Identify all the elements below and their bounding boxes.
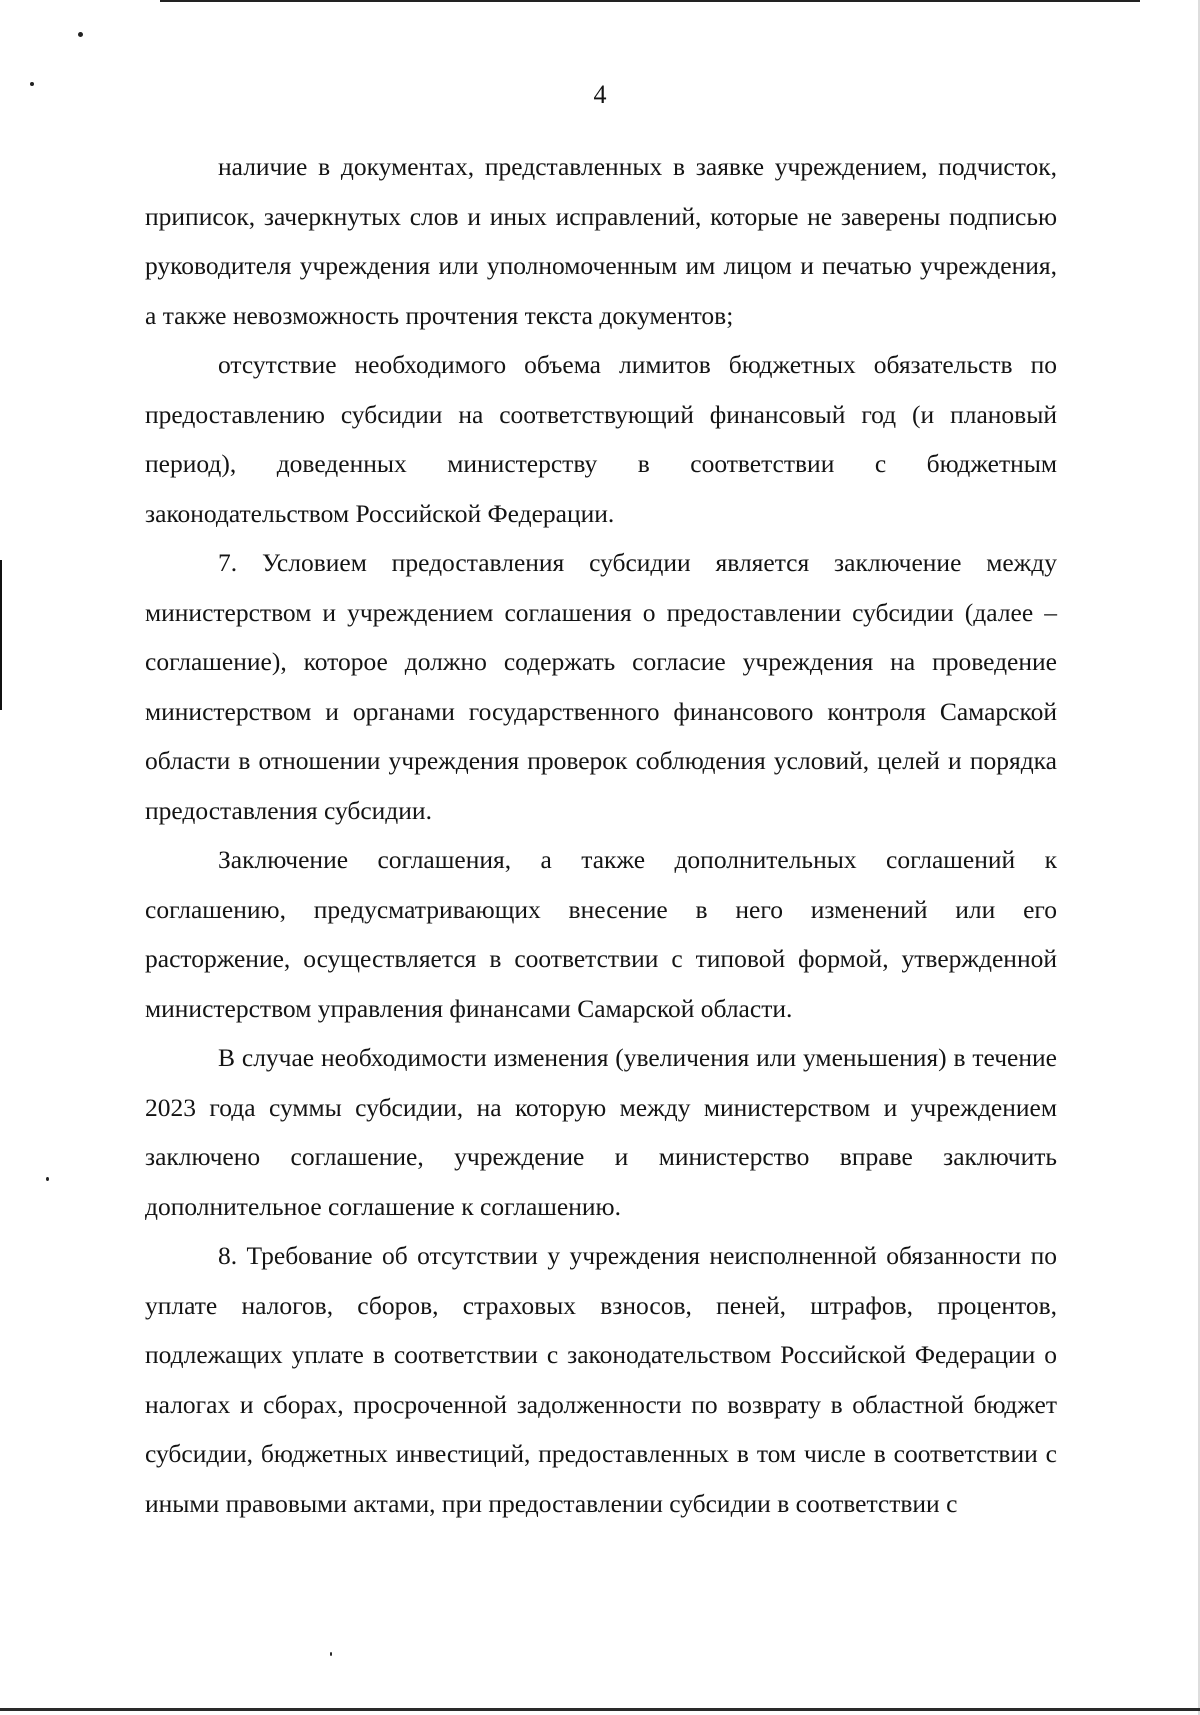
scan-speck (78, 32, 83, 37)
scan-edge-bottom (0, 1708, 1200, 1711)
document-body (145, 142, 1057, 1528)
scan-edge-top (160, 0, 1140, 2)
paragraph: 8. Требование об отсутствии у учреждения неисполненной обязанности по уплате налогов, сборов, страховых взносов, пеней, штрафов, процентов, подлежащих уплате в соответствии с законодательством Российской Федерации о налогах и сборах, просроченной задолженности по возврату в областной бюджет субсидии, бюджетных инвестиций, предоставленных в том числе в соответствии с иными правовыми актами, при предоставлении субсидии в соответствии с (145, 1241, 1057, 1518)
paragraph: 7. Условием предоставления субсидии является заключение между министерством и учреждением соглашения о предоставлении субсидии (далее – соглашение), которое должно содержать согласие учреждения на проведение министерством и органами государственного финансового контроля Самарской области в отношении учреждения проверок соблюдения условий, целей и порядка предоставления субсидии. (145, 548, 1057, 825)
scan-speck (330, 1652, 332, 1656)
page-number: 4 (593, 80, 607, 109)
paragraph: В случае необходимости изменения (увеличения или уменьшения) в течение 2023 года суммы субсидии, на которую между министерством и учреждением заключено соглашение, учреждение и министерство вправе заключить дополнительное соглашение к соглашению. (145, 1043, 1057, 1221)
paragraph: Заключение соглашения, а также дополнительных соглашений к соглашению, предусматривающих внесение в него изменений или его расторжение, осуществляется в соответствии с типовой формой, утвержденной министерством управления финансами Самарской области. (145, 845, 1057, 1023)
scan-edge-left (0, 560, 2, 710)
paragraph: наличие в документах, представленных в заявке учреждением, подчисток, приписок, зачеркнутых слов и иных исправлений, которые не заверены подписью руководителя учреждения или уполномоченным им лицом и печатью учреждения, а также невозможность прочтения текста документов; (145, 152, 1057, 330)
scan-speck (46, 1177, 49, 1181)
paragraph: отсутствие необходимого объема лимитов бюджетных обязательств по предоставлению субсидии на соответствующий финансовый год (и плановый период), доведенных министерству в соответствии с бюджетным законодательством Российской Федерации. (145, 350, 1057, 528)
